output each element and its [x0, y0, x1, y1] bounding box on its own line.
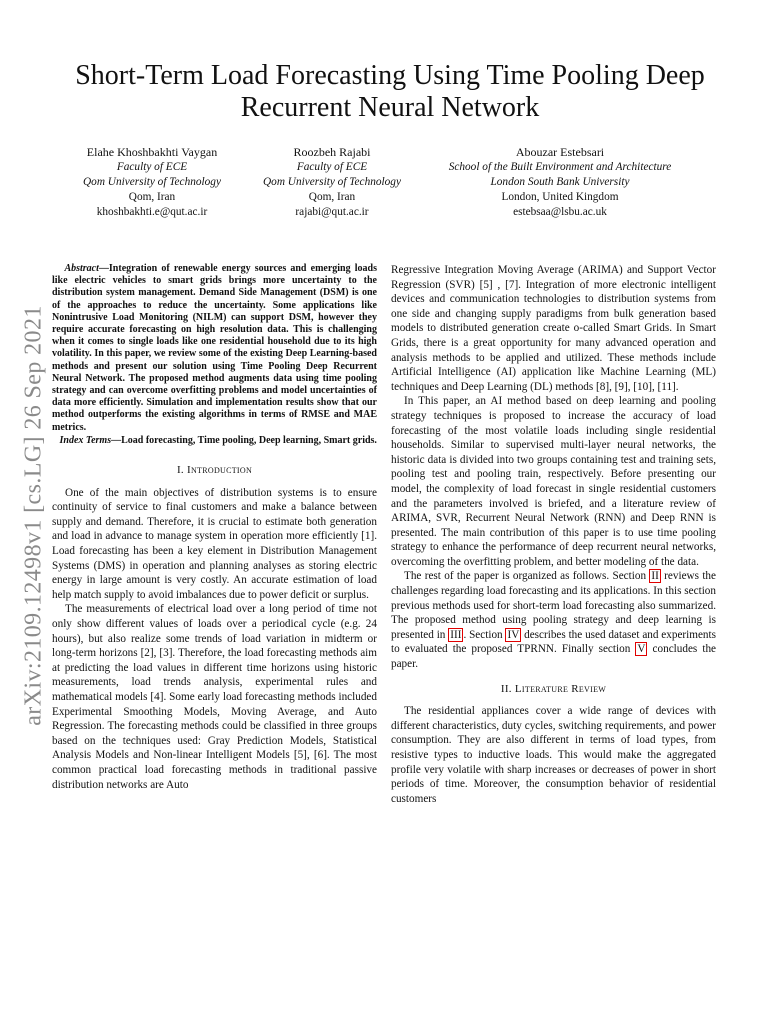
index-terms-text: —Load forecasting, Time pooling, Deep learning, Smart grids.: [111, 434, 377, 446]
left-column: [52, 263, 377, 792]
index-terms-label: Index Terms: [59, 434, 112, 446]
section-title: Literature Review: [514, 682, 607, 695]
author-2: [232, 145, 432, 220]
text-fragment: reviews the challenges regarding load forecasting and its applications. In this section previous methods used for short-term load forecasting also summarized. The proposed method using pooling strategy and deep learning is presented in: [391, 570, 716, 641]
author-org: Qom University of Technology: [83, 176, 221, 188]
section-title: Introduction: [187, 464, 253, 477]
abstract: [52, 263, 377, 434]
intro-paragraph-3: Regressive Integration Moving Average (ARIMA) and Support Vector Regression (SVR) [5] , [7]. Integration of more electronic intelligent devices and communication technologies to distribution systems from one side and changing supply paradigms from bulk generation based models to distributed generation create o-called Smart Grids. In Smart Grids, there is a great opportunity for many advanced operation and analysis methods to be applied and utilized. These methods include Artificial Intelligence (AI) application like Machine Learning (ML) techniques and Deep Learning (DL) methods [8], [9], [10], [11].: [391, 264, 716, 393]
lit-paragraph-1: The residential appliances cover a wide range of devices with different characteristics, duty cycles, switching requirements, and power consumption. They are also different in terms of load types, from resistive types to inductive loads. This would make the aggregated profile very volatile with sharp increases or decreases of power in short periods of time. Moreover, the consumption behavior of residential customers: [391, 705, 716, 805]
author-location: London, United Kingdom: [501, 191, 619, 203]
author-email: estebsaa@lsbu.ac.uk: [513, 206, 607, 218]
section-number: II.: [500, 682, 512, 695]
index-terms: [52, 435, 377, 447]
intro-paragraph-5: [391, 569, 716, 671]
paper-title: Short-Term Load Forecasting Using Time Pooling Deep Recurrent Neural Network: [75, 60, 705, 123]
intro-paragraph-2: The measurements of electrical load over a long period of time not only show different values of loads over a periodical cycle (e.g. 24 hours), but also realize some trends of load variation in midterm or long-term horizons [2], [3]. Therefore, the load forecasting methods aim at predicting the load values in different time horizons using historic measurements, load trends analysis, experimental rules and mathematical models [4]. Some early load forecasting methods included Experimental Smoothing Models, Moving Average, and Auto Regression. The forecasting methods could be classified in three groups based on the techniques used: Gray Prediction Models, Statistical Analysis Models and Non-linear Intelligent Models [5], [6]. The most common practical load forecasting methods in traditional passive distribution networks are Auto: [52, 603, 377, 791]
author-dept: School of the Built Environment and Architecture: [448, 161, 672, 173]
author-location: Qom, Iran: [128, 191, 176, 203]
author-org: London South Bank University: [490, 176, 630, 188]
author-name: Roozbeh Rajabi: [293, 145, 371, 159]
author-name: Elahe Khoshbakhti Vaygan: [86, 145, 218, 159]
author-org: Qom University of Technology: [263, 176, 401, 188]
arxiv-sidebar: [14, 300, 54, 730]
section-ref-link[interactable]: III: [450, 628, 462, 641]
author-dept: Faculty of ECE: [116, 161, 188, 173]
author-name: Abouzar Estebsari: [515, 145, 605, 159]
author-3: [420, 145, 700, 220]
author-dept: Faculty of ECE: [296, 161, 368, 173]
author-block: [0, 145, 768, 225]
author-email: rajabi@qut.ac.ir: [295, 206, 369, 218]
section-heading-literature-review: [391, 682, 716, 697]
intro-paragraph-1: One of the main objectives of distribution systems is to ensure continuity of service to final customers and make a balance between supply and demand. Therefore, it is crucial to estimate both generation and load in advance to manage system in operation more efficiently [1]. Load forecasting has been a key element in Distribution Management Systems (DMS) in operation and planning analyses as storing electric energy in large amount is very costly. An accurate estimation of load help match supply to avoid imbalances due to power deficit or surplus.: [52, 486, 377, 601]
text-fragment: The rest of the paper is organized as follows. Section: [404, 570, 650, 583]
section-ref-link[interactable]: II: [651, 570, 659, 583]
text-fragment: concludes the paper.: [391, 643, 717, 671]
text-fragment: . Section: [463, 628, 506, 641]
arxiv-id: arXiv:2109.12498v1 [cs.LG] 26 Sep 2021: [20, 304, 47, 726]
author-location: Qom, Iran: [308, 191, 356, 203]
abstract-label: Abstract: [64, 263, 99, 274]
section-heading-introduction: [52, 463, 377, 478]
author-1: [52, 145, 252, 220]
section-ref-link[interactable]: IV: [507, 628, 520, 641]
right-column: [391, 263, 716, 806]
abstract-text: —Integration of renewable energy sources and emerging loads like electric vehicles to smart grids brings more uncertainty to the distribution system management. Demand Side Management (DSM) is one of the approaches to reduce the uncertainty. Some applications like Nonintrusive Load Monitoring (NILM) can support DSM, however they require accurate forecasting on high resolution data. This is challenging when it comes to single loads like one residential household due to its high volatility. In this paper, we review some of the existing Deep Learning-based methods and present our solution using Time Pooling Deep Recurrent Neural Network. The proposed method augments data using time pooling strategy and can overcome overfitting problems and model uncertainties of data more efficiently. Simulation and implementation results show that our method outperforms the existing algorithms in terms of RMSE and MAE metrics.: [52, 263, 377, 433]
author-email: khoshbakhti.e@qut.ac.ir: [96, 206, 208, 218]
text-fragment: describes the used dataset and experiments to evaluated the proposed TPRNN. Finally section: [391, 628, 716, 656]
section-ref-link[interactable]: V: [637, 643, 646, 656]
intro-paragraph-4: In This paper, an AI method based on deep learning and pooling strategy techniques is proposed to increase the accuracy of load forecasting of the most volatile loads including single residential households. Similar to supervised multi-layer neural networks, the historic data is divided into two groups containing test and training sets, pooling test and pooling train, respectively. Before presenting our model, the complexity of load forecast in single residential customers and the parameters involved is briefed, and a literature review of ARIMA, SVR, Recurrent Neural Network (RNN) and Deep RNN is presented. The main contribution of this paper is to use time pooling strategy to enhance the performance of deep recurrent neural networks, overcoming the overfitting problem, and better modeling of the data.: [391, 395, 716, 568]
section-number: I.: [176, 464, 184, 477]
